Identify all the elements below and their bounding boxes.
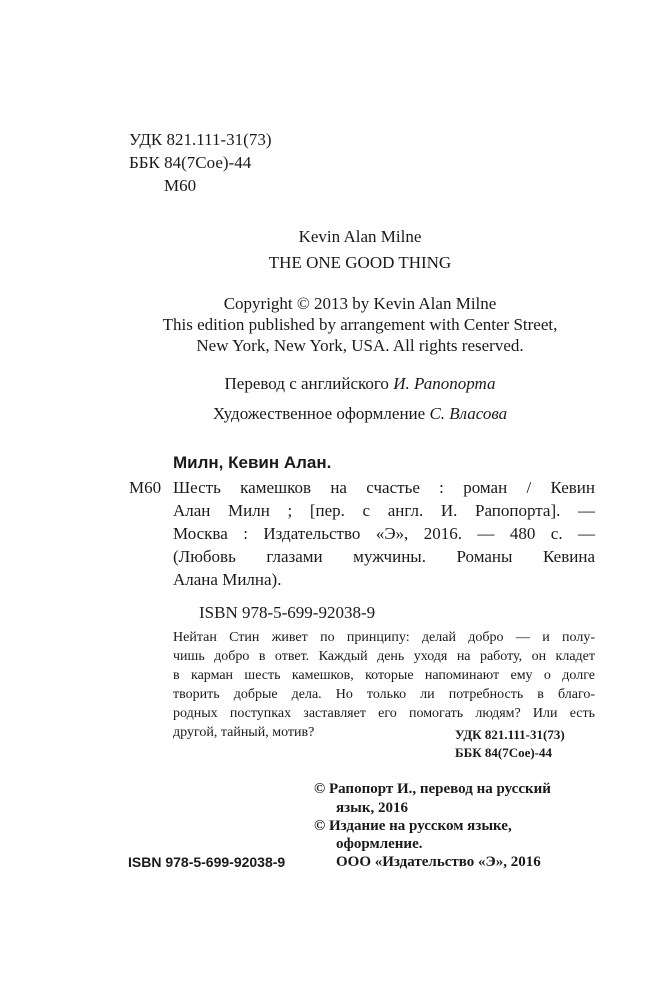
copyright-line-1: Copyright © 2013 by Kevin Alan Milne [223,294,497,313]
bbk-code: ББК 84(7Сое)-44 [129,153,252,172]
catalog-line-2: Алан Милн ; [пер. с англ. И. Рапопорта]. — [173,501,595,520]
design-credit [110,404,610,424]
annotation-line-6: другой, тайный, мотив? [173,725,315,740]
catalog-line-1: Шесть камешков на счастье : роман / Кевин [173,478,595,497]
annotation-bbk: ББК 84(7Сое)-44 [455,745,553,760]
design-prefix: Художественное оформление [212,404,430,423]
catalog-line-5: Алана Милна). [173,570,282,589]
rights-line-1: © Рапопорт И., перевод на русский [314,781,551,797]
udk-code: УДК 821.111-31(73) [129,130,272,149]
annotation-line-2: чишь добро в ответ. Каждый день уходя на работу, он кладет [173,649,595,664]
rights-isbn: ISBN 978-5-699-92038-9 [128,854,286,870]
catalog-line-3: Москва : Издательство «Э», 2016. — 480 с. — [173,524,595,543]
rights-line-2: язык, 2016 [336,800,408,816]
author-mark: М60 [164,176,197,195]
annotation-line-4: творить добрые дела. Но только ли потребность в благо- [173,687,595,702]
translation-credit [110,374,610,394]
annotation-udk: УДК 821.111-31(73) [455,727,565,742]
catalog-isbn: ISBN 978-5-699-92038-9 [199,603,376,622]
designer-name: С. Власова [429,404,508,423]
catalog-mark: М60 [129,478,162,497]
copyright-line-3: New York, New York, USA. All rights reserved. [196,336,524,355]
rights-line-5: ООО «Издательство «Э», 2016 [336,854,541,870]
rights-line-4: оформление. [336,836,423,852]
rights-line-3: © Издание на русском языке, [314,818,512,834]
copyright-line-2: This edition published by arrangement with Center Street, [162,315,558,334]
catalog-line-4: (Любовь глазами мужчины. Романы Кевина [173,547,595,566]
original-title: THE ONE GOOD THING [268,253,452,272]
translation-prefix: Перевод с английского [224,374,394,393]
annotation-line-3: в карман шесть камешков, которые напоминают ему о долге [173,668,595,683]
annotation-line-5: родных поступках заставляет его помогать людям? Или есть [173,706,595,721]
translator-name: И. Рапопорта [393,374,496,393]
annotation-line-1: Нейтан Стин живет по принципу: делай добро — и полу- [173,630,595,645]
original-author: Kevin Alan Milne [298,227,422,246]
catalog-heading: Милн, Кевин Алан. [173,453,332,472]
